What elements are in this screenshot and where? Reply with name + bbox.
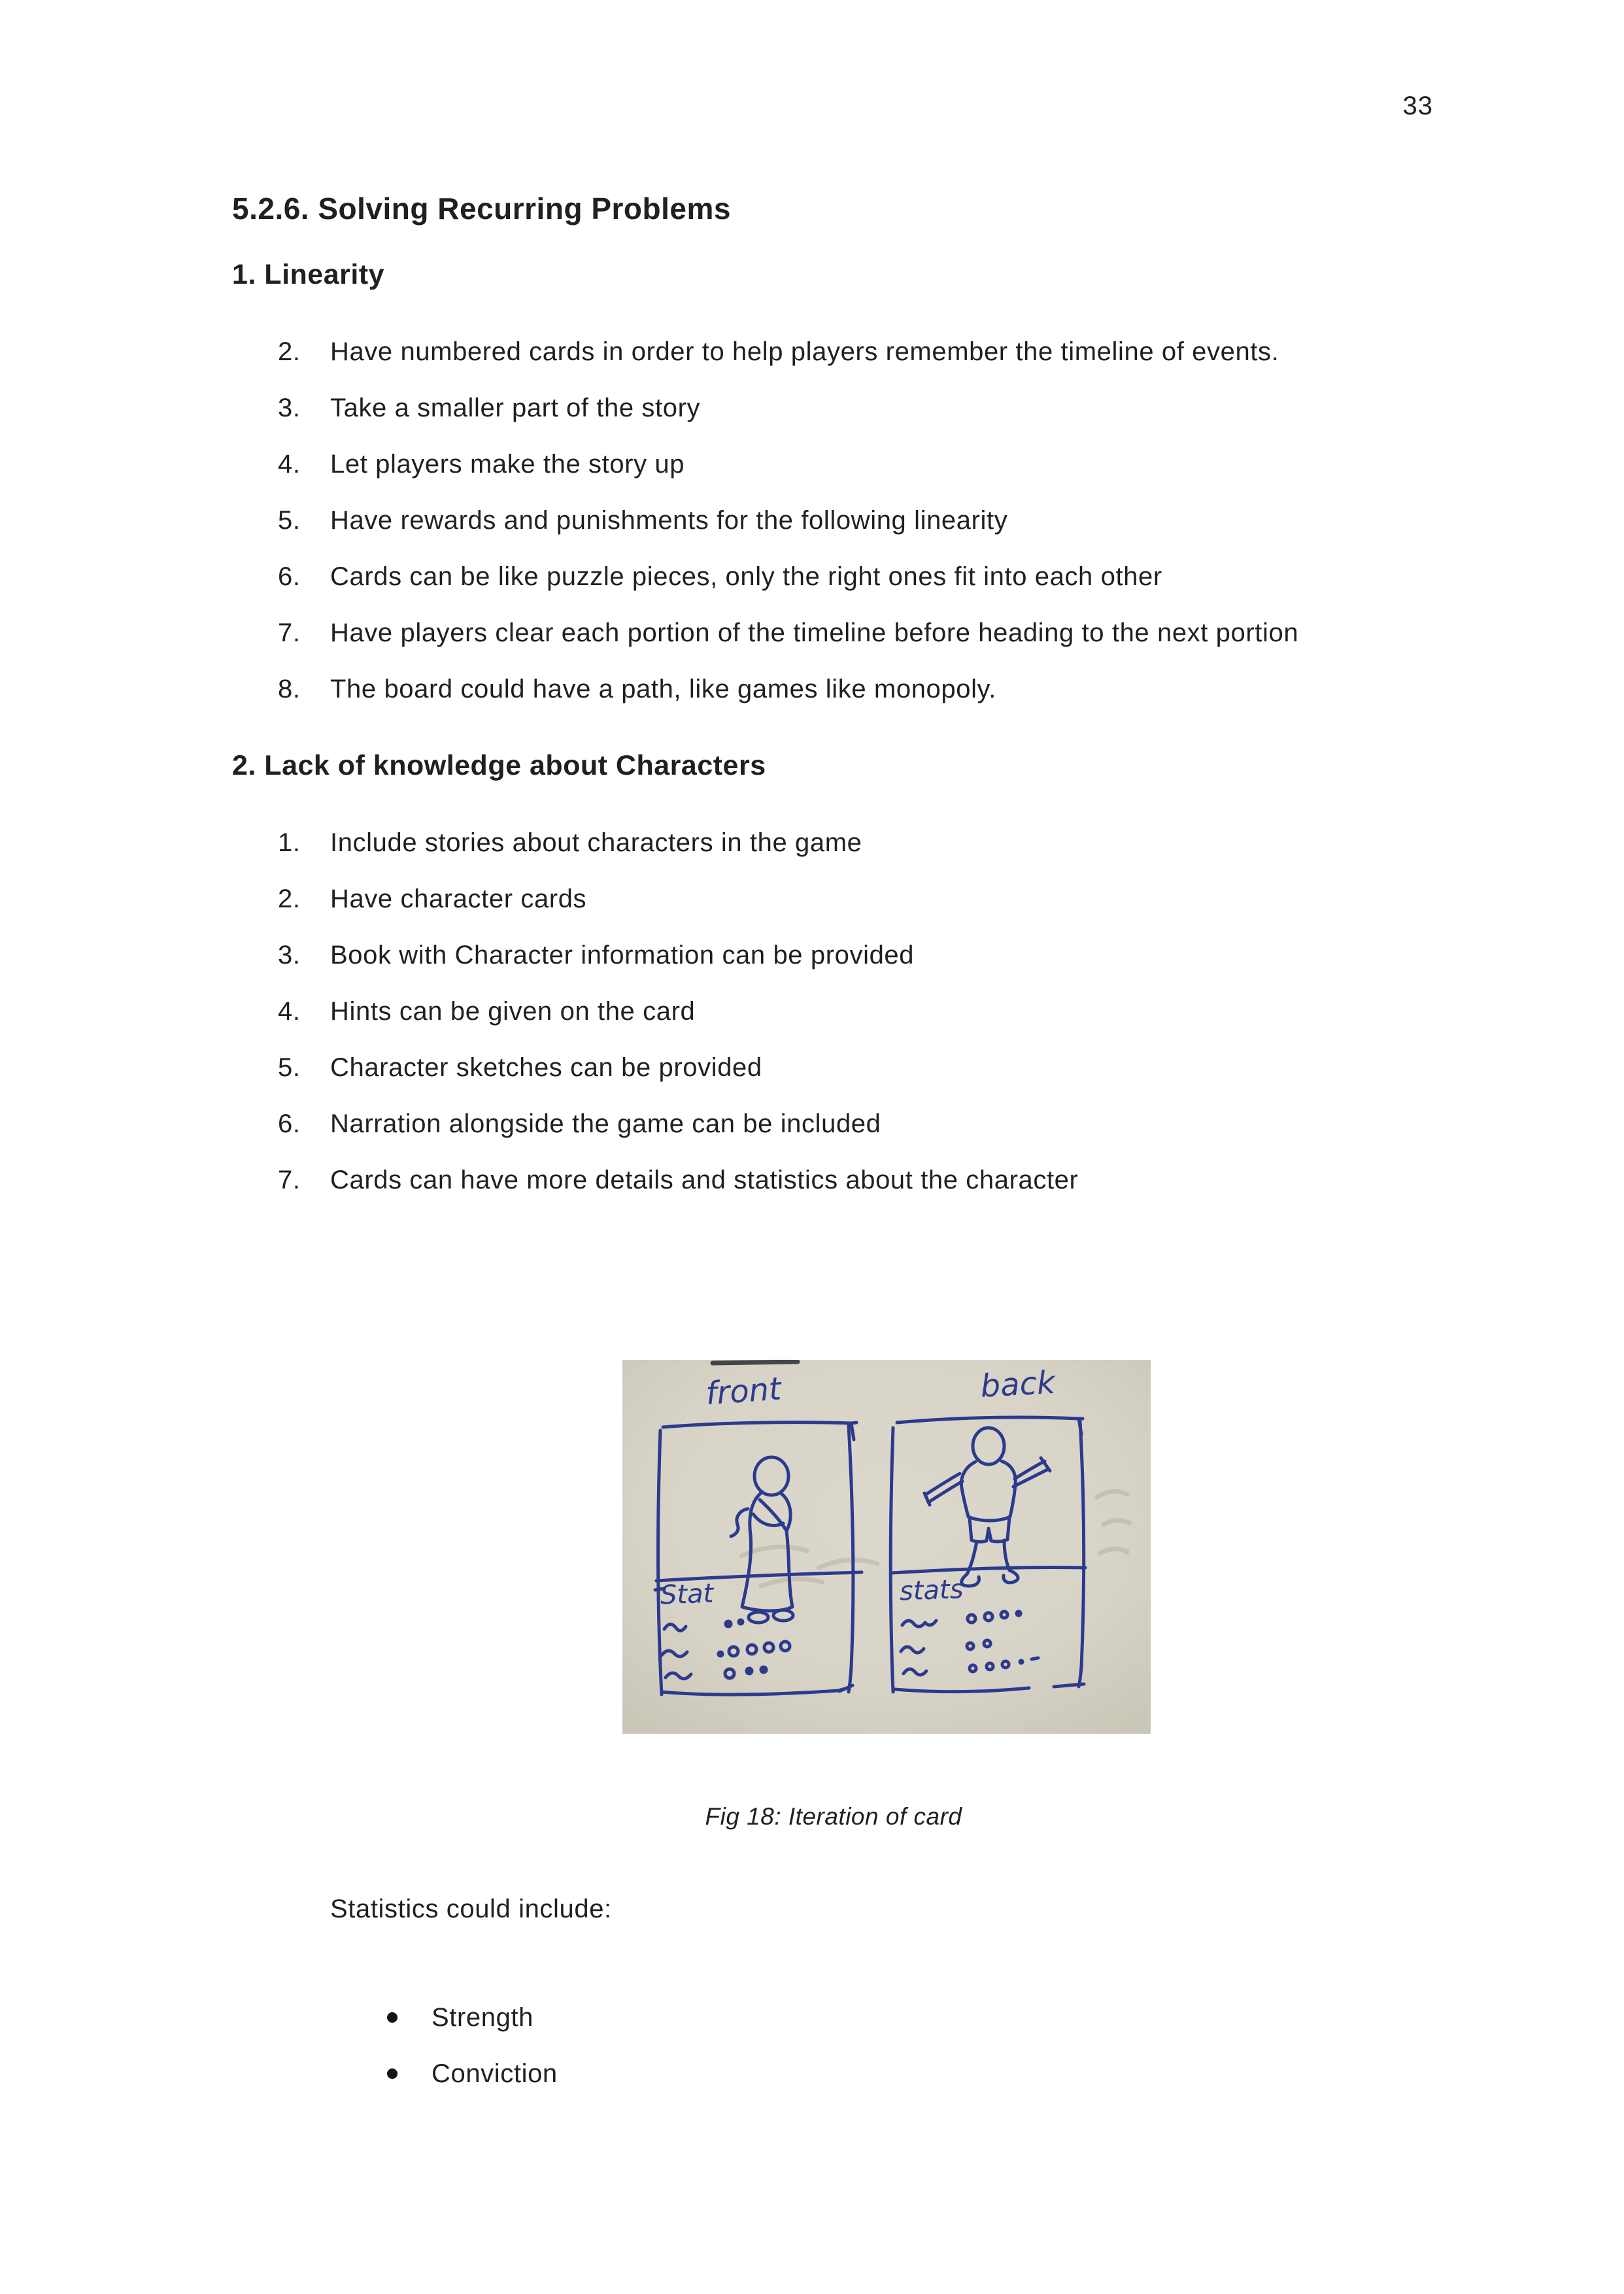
bullet-icon: [387, 2012, 398, 2023]
list-item-number: 1.: [278, 828, 301, 857]
list-item-text: Character sketches can be provided: [330, 1053, 762, 1082]
bullet-item-text: Conviction: [431, 2059, 558, 2088]
list-item-text: Have character cards: [330, 885, 587, 913]
list-item-text: Have rewards and punishments for the following linearity: [330, 506, 1008, 535]
back-card-label: back: [979, 1364, 1057, 1405]
card-sketch-photo: [622, 1360, 1151, 1734]
list-item-number: 5.: [278, 1053, 301, 1082]
list-item-text: Have players clear each portion of the timeline before heading to the next portion: [330, 618, 1299, 647]
list-item: [278, 436, 1435, 492]
photo-edge-mark: [713, 1362, 798, 1363]
list-item-text: Cards can have more details and statistics about the character: [330, 1166, 1079, 1194]
list-item: [278, 1152, 1435, 1208]
list-item: [278, 1039, 1435, 1096]
list-item-number: 4.: [278, 450, 301, 479]
list-item: [278, 548, 1435, 605]
list-item: [278, 492, 1435, 548]
list-item-text: Hints can be given on the card: [330, 997, 696, 1026]
bullet-icon: [387, 2068, 398, 2079]
front-stat-label: Stat: [660, 1578, 715, 1611]
list-item-text: Narration alongside the game can be included: [330, 1109, 881, 1138]
list-item: [387, 1989, 558, 2046]
list-item-text: Include stories about characters in the game: [330, 828, 862, 857]
list-item: [278, 1096, 1435, 1152]
list-item-text: Book with Character information can be provided: [330, 941, 915, 970]
list-item: [278, 661, 1435, 717]
list-item-number: 8.: [278, 675, 301, 703]
list-item: [387, 2046, 558, 2102]
statistics-bullet-list: [387, 1989, 558, 2102]
list-item-text: Let players make the story up: [330, 450, 685, 479]
section-heading: 5.2.6. Solving Recurring Problems: [232, 192, 731, 226]
linearity-solutions-list: [232, 324, 1435, 717]
list-item: [278, 871, 1435, 927]
list-item-text: Take a smaller part of the story: [330, 394, 701, 422]
subsection-characters-heading: 2. Lack of knowledge about Characters: [232, 750, 766, 781]
bullet-item-text: Strength: [431, 2003, 534, 2032]
list-item: [278, 983, 1435, 1039]
list-item: [278, 815, 1435, 871]
list-item-text: The board could have a path, like games like monopoly.: [330, 675, 996, 703]
list-item-number: 7.: [278, 1166, 301, 1194]
page-content: [232, 0, 1435, 1208]
card-sketch-drawing: [622, 1360, 1151, 1734]
subsection-linearity-heading: 1. Linearity: [232, 259, 385, 290]
list-item-number: 5.: [278, 506, 301, 535]
list-item-number: 6.: [278, 1109, 301, 1138]
list-item-number: 4.: [278, 997, 301, 1026]
list-item-number: 2.: [278, 885, 301, 913]
list-item-text: Have numbered cards in order to help players remember the timeline of events.: [330, 337, 1279, 366]
list-item-number: 3.: [278, 941, 301, 970]
page-number: 33: [1402, 92, 1433, 120]
list-item-number: 7.: [278, 618, 301, 647]
list-item: [278, 380, 1435, 436]
paper-background: [622, 1360, 1151, 1734]
list-item-number: 2.: [278, 337, 301, 366]
front-card-label: front: [704, 1370, 783, 1413]
list-item: [278, 324, 1435, 380]
character-knowledge-list: [232, 815, 1435, 1208]
statistics-intro: Statistics could include:: [330, 1895, 612, 1923]
figure-caption: Fig 18: Iteration of card: [705, 1803, 962, 1830]
list-item: [278, 927, 1435, 983]
back-stats-label: stats: [899, 1574, 964, 1607]
list-item-text: Cards can be like puzzle pieces, only the right ones fit into each other: [330, 562, 1162, 591]
list-item-number: 6.: [278, 562, 301, 591]
list-item-number: 3.: [278, 394, 301, 422]
list-item: [278, 605, 1435, 661]
